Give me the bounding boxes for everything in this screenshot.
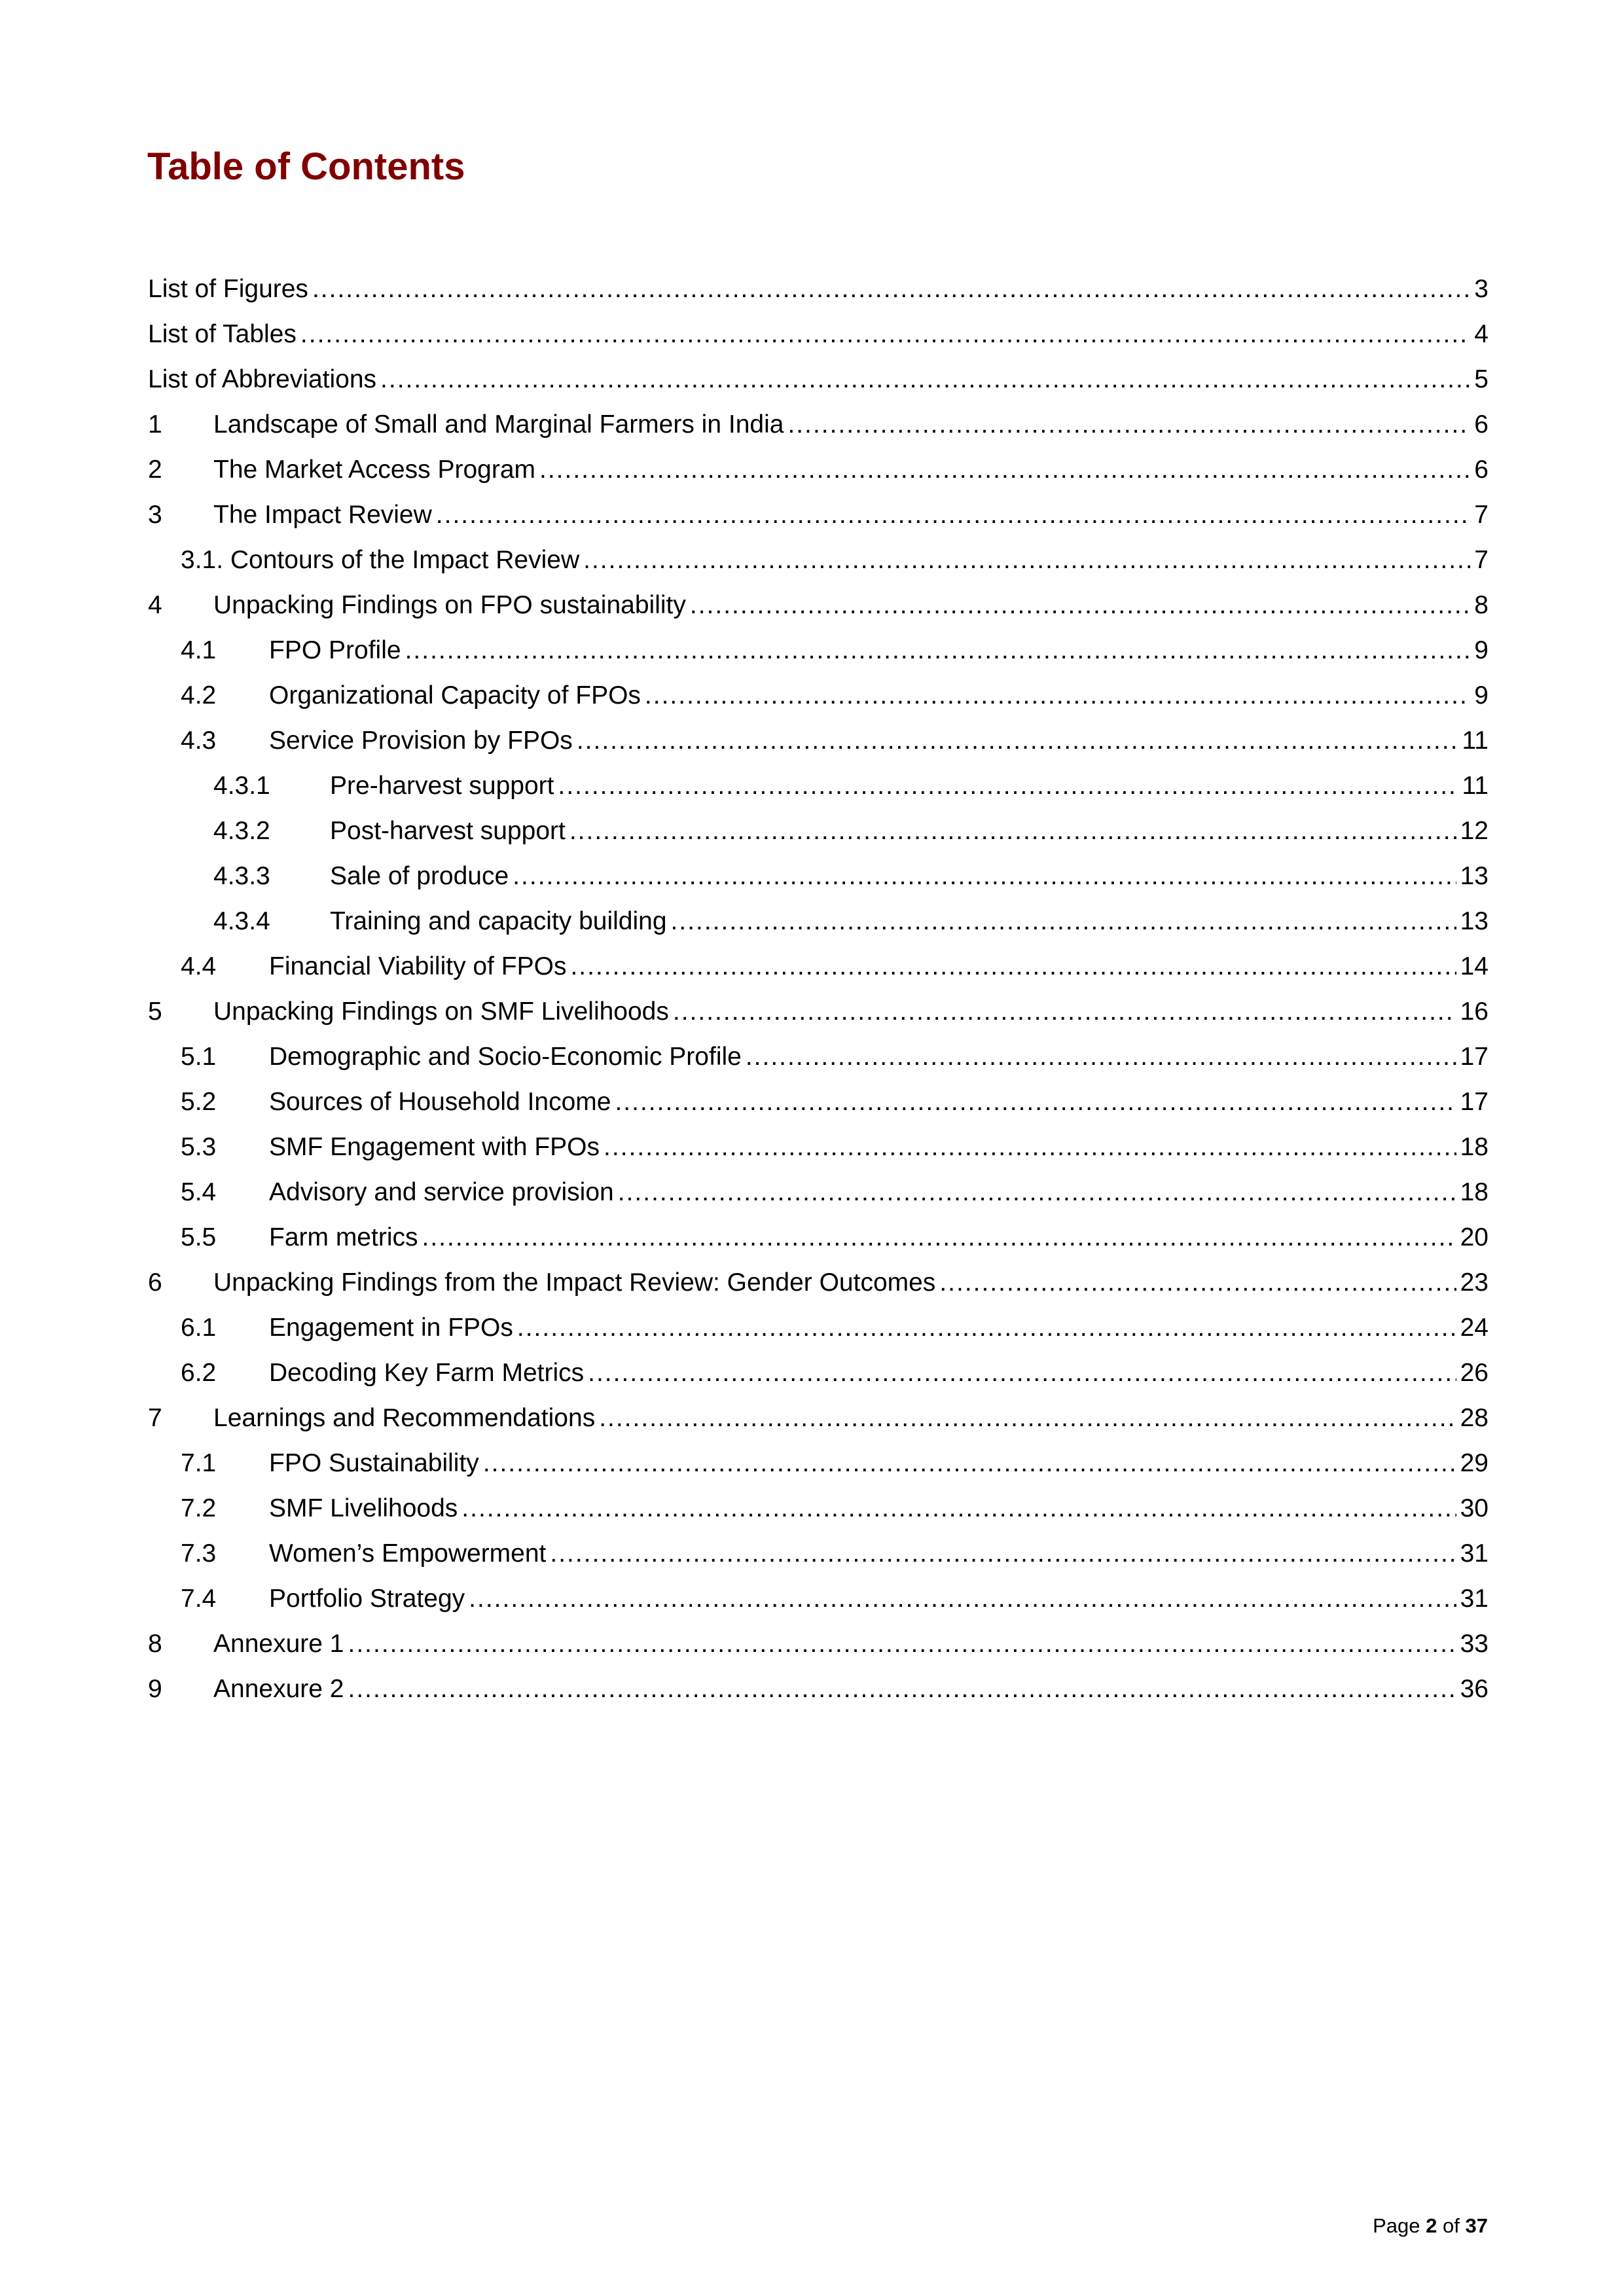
toc-entry-page-number: 13 <box>1460 862 1489 890</box>
page-title: Table of Contents <box>147 145 465 188</box>
toc-dot-leader <box>673 989 1456 1034</box>
toc-entry-number: 5 <box>148 997 162 1026</box>
toc-entry-title: FPO Sustainability <box>269 1449 479 1477</box>
toc-entry[interactable] <box>148 1576 1489 1621</box>
toc-entry-page-number: 31 <box>1460 1585 1489 1613</box>
toc-entry[interactable] <box>148 1215 1489 1260</box>
toc-entry-number: 7.4 <box>181 1585 217 1613</box>
toc-entry[interactable] <box>148 1441 1489 1486</box>
footer-total-pages: 37 <box>1465 2214 1488 2237</box>
toc-entry-title: Sources of Household Income <box>269 1088 611 1116</box>
toc-entry-title: Women’s Empowerment <box>269 1539 547 1568</box>
toc-dot-leader <box>558 763 1458 808</box>
toc-dot-leader <box>569 808 1456 853</box>
toc-entry-title: Annexure 1 <box>213 1630 344 1658</box>
toc-entry-number: 6.1 <box>181 1314 217 1342</box>
toc-entry-title: List of Tables <box>148 320 297 348</box>
toc-dot-leader <box>604 1124 1456 1170</box>
toc-entry-number: 6 <box>148 1268 162 1297</box>
toc-entry-title: List of Figures <box>148 275 308 303</box>
toc-entry-page-number: 6 <box>1474 410 1489 439</box>
toc-entry-number: 7 <box>148 1404 162 1432</box>
toc-entry-page-number: 3 <box>1474 275 1489 303</box>
toc-entry-number: 7.2 <box>181 1494 217 1522</box>
toc-entry-title: Training and capacity building <box>330 907 667 935</box>
toc-entry[interactable] <box>148 989 1489 1034</box>
toc-entry-number: 4.3.4 <box>213 907 270 935</box>
toc-dot-leader <box>348 1621 1456 1666</box>
toc-entry-title: Sale of produce <box>330 862 509 890</box>
toc-entry-page-number: 13 <box>1460 907 1489 935</box>
toc-list <box>148 266 1489 1712</box>
toc-entry-title: FPO Profile <box>269 636 401 664</box>
toc-entry-title: Unpacking Findings from the Impact Review: Gender Outcomes <box>213 1268 936 1297</box>
toc-entry-page-number: 7 <box>1474 546 1489 574</box>
toc-entry-page-number: 17 <box>1460 1043 1489 1071</box>
toc-entry-page-number: 14 <box>1460 952 1489 980</box>
toc-entry-number: 9 <box>148 1675 162 1703</box>
toc-entry[interactable] <box>148 673 1489 718</box>
toc-entry[interactable] <box>148 447 1489 492</box>
toc-dot-leader <box>513 853 1456 899</box>
toc-entry-title: Service Provision by FPOs <box>269 726 573 755</box>
toc-entry[interactable] <box>148 583 1489 628</box>
toc-entry[interactable] <box>148 1395 1489 1441</box>
toc-entry-number: 5.2 <box>181 1088 217 1116</box>
toc-dot-leader <box>539 447 1470 492</box>
toc-entry-page-number: 7 <box>1474 501 1489 529</box>
toc-dot-leader <box>483 1441 1456 1486</box>
toc-entry[interactable] <box>148 1260 1489 1305</box>
toc-entry-page-number: 6 <box>1474 456 1489 484</box>
toc-dot-leader <box>405 628 1470 673</box>
toc-entry-number: 2 <box>148 456 162 484</box>
toc-entry[interactable] <box>148 1531 1489 1576</box>
toc-dot-leader <box>550 1531 1456 1576</box>
toc-entry-title: The Market Access Program <box>213 456 535 484</box>
toc-entry-page-number: 12 <box>1460 817 1489 845</box>
toc-entry-title: SMF Livelihoods <box>269 1494 458 1522</box>
toc-entry[interactable] <box>148 402 1489 447</box>
toc-entry-title: 3.1. Contours of the Impact Review <box>181 546 580 574</box>
toc-entry-page-number: 16 <box>1460 997 1489 1026</box>
toc-entry-number: 5.3 <box>181 1133 217 1161</box>
footer-page-label: Page <box>1373 2214 1420 2237</box>
toc-entry-number: 5.4 <box>181 1178 217 1206</box>
toc-entry[interactable] <box>148 1666 1489 1712</box>
toc-entry[interactable] <box>148 492 1489 537</box>
toc-entry[interactable] <box>148 1079 1489 1124</box>
toc-entry[interactable] <box>148 944 1489 989</box>
toc-dot-leader <box>690 583 1470 628</box>
toc-entry-title: Demographic and Socio-Economic Profile <box>269 1043 742 1071</box>
toc-entry-page-number: 20 <box>1460 1223 1489 1251</box>
toc-dot-leader <box>787 402 1470 447</box>
toc-entry-page-number: 9 <box>1474 681 1489 709</box>
toc-entry-page-number: 17 <box>1460 1088 1489 1116</box>
toc-entry-number: 4.4 <box>181 952 217 980</box>
toc-entry[interactable] <box>148 628 1489 673</box>
toc-entry-title: Annexure 2 <box>213 1675 344 1703</box>
toc-dot-leader <box>671 899 1456 944</box>
toc-dot-leader <box>583 537 1470 583</box>
toc-entry-title: Unpacking Findings on FPO sustainability <box>213 591 686 619</box>
toc-entry-title: Financial Viability of FPOs <box>269 952 567 980</box>
toc-entry-number: 5.5 <box>181 1223 217 1251</box>
toc-entry[interactable] <box>148 1124 1489 1170</box>
toc-dot-leader <box>436 492 1470 537</box>
toc-dot-leader <box>380 357 1470 402</box>
toc-entry-title: Advisory and service provision <box>269 1178 614 1206</box>
toc-entry-page-number: 8 <box>1474 591 1489 619</box>
toc-entry-page-number: 24 <box>1460 1314 1489 1342</box>
toc-entry[interactable] <box>148 537 1489 583</box>
toc-dot-leader <box>469 1576 1456 1621</box>
toc-entry-title: Unpacking Findings on SMF Livelihoods <box>213 997 669 1026</box>
toc-entry-number: 4 <box>148 591 162 619</box>
toc-entry[interactable] <box>148 1621 1489 1666</box>
toc-entry-number: 7.1 <box>181 1449 217 1477</box>
toc-entry[interactable] <box>148 1350 1489 1395</box>
toc-entry-title: Engagement in FPOs <box>269 1314 513 1342</box>
toc-dot-leader <box>517 1305 1456 1350</box>
toc-entry-page-number: 5 <box>1474 365 1489 393</box>
toc-entry[interactable] <box>148 312 1489 357</box>
toc-dot-leader <box>461 1486 1456 1531</box>
toc-entry-number: 4.1 <box>181 636 217 664</box>
toc-entry-page-number: 36 <box>1460 1675 1489 1703</box>
toc-dot-leader <box>422 1215 1456 1260</box>
toc-entry[interactable] <box>148 718 1489 763</box>
toc-dot-leader <box>746 1034 1456 1079</box>
toc-dot-leader <box>588 1350 1456 1395</box>
toc-dot-leader <box>599 1395 1456 1441</box>
toc-entry[interactable] <box>148 357 1489 402</box>
toc-entry-page-number: 29 <box>1460 1449 1489 1477</box>
toc-entry-page-number: 28 <box>1460 1404 1489 1432</box>
toc-entry-page-number: 31 <box>1460 1539 1489 1568</box>
toc-entry-number: 8 <box>148 1630 162 1658</box>
toc-entry-title: Farm metrics <box>269 1223 418 1251</box>
toc-entry-title: The Impact Review <box>213 501 432 529</box>
toc-entry-number: 5.1 <box>181 1043 217 1071</box>
toc-entry-number: 4.3.1 <box>213 772 270 800</box>
toc-dot-leader <box>615 1079 1456 1124</box>
toc-entry-page-number: 33 <box>1460 1630 1489 1658</box>
toc-entry[interactable] <box>148 853 1489 899</box>
toc-entry-title: Pre-harvest support <box>330 772 554 800</box>
toc-entry[interactable] <box>148 1305 1489 1350</box>
toc-dot-leader <box>312 266 1470 312</box>
toc-entry-title: SMF Engagement with FPOs <box>269 1133 600 1161</box>
toc-entry-number: 4.3.3 <box>213 862 270 890</box>
toc-entry-page-number: 26 <box>1460 1359 1489 1387</box>
toc-entry-page-number: 4 <box>1474 320 1489 348</box>
page-footer <box>1373 2214 1488 2238</box>
toc-entry-page-number: 18 <box>1460 1133 1489 1161</box>
toc-dot-leader <box>939 1260 1456 1305</box>
toc-entry-number: 4.2 <box>181 681 217 709</box>
toc-entry-number: 1 <box>148 410 162 439</box>
toc-dot-leader <box>300 312 1470 357</box>
toc-entry-title: Landscape of Small and Marginal Farmers in India <box>213 410 784 439</box>
toc-entry-page-number: 30 <box>1460 1494 1489 1522</box>
toc-dot-leader <box>348 1666 1456 1712</box>
toc-dot-leader <box>570 944 1456 989</box>
toc-entry-title: Decoding Key Farm Metrics <box>269 1359 585 1387</box>
toc-entry-page-number: 11 <box>1462 772 1489 800</box>
toc-entry-number: 4.3.2 <box>213 817 270 845</box>
toc-entry-title: Post-harvest support <box>330 817 566 845</box>
toc-entry-page-number: 18 <box>1460 1178 1489 1206</box>
toc-entry-title: Organizational Capacity of FPOs <box>269 681 641 709</box>
toc-entry[interactable] <box>148 1034 1489 1079</box>
toc-entry-page-number: 9 <box>1474 636 1489 664</box>
toc-entry-title: Learnings and Recommendations <box>213 1404 596 1432</box>
toc-dot-leader <box>645 673 1470 718</box>
toc-entry-title: Portfolio Strategy <box>269 1585 465 1613</box>
toc-entry[interactable] <box>148 1170 1489 1215</box>
toc-entry-page-number: 11 <box>1462 726 1489 755</box>
toc-entry[interactable] <box>148 899 1489 944</box>
toc-entry-number: 6.2 <box>181 1359 217 1387</box>
toc-entry[interactable] <box>148 266 1489 312</box>
toc-dot-leader <box>618 1170 1456 1215</box>
footer-current-page: 2 <box>1426 2214 1437 2237</box>
toc-entry[interactable] <box>148 763 1489 808</box>
toc-entry[interactable] <box>148 808 1489 853</box>
toc-entry-title: List of Abbreviations <box>148 365 377 393</box>
toc-entry-number: 3 <box>148 501 162 529</box>
toc-entry-number: 7.3 <box>181 1539 217 1568</box>
toc-entry-page-number: 23 <box>1460 1268 1489 1297</box>
toc-dot-leader <box>577 718 1458 763</box>
toc-entry-number: 4.3 <box>181 726 217 755</box>
footer-of-label: of <box>1443 2214 1460 2237</box>
toc-entry[interactable] <box>148 1486 1489 1531</box>
